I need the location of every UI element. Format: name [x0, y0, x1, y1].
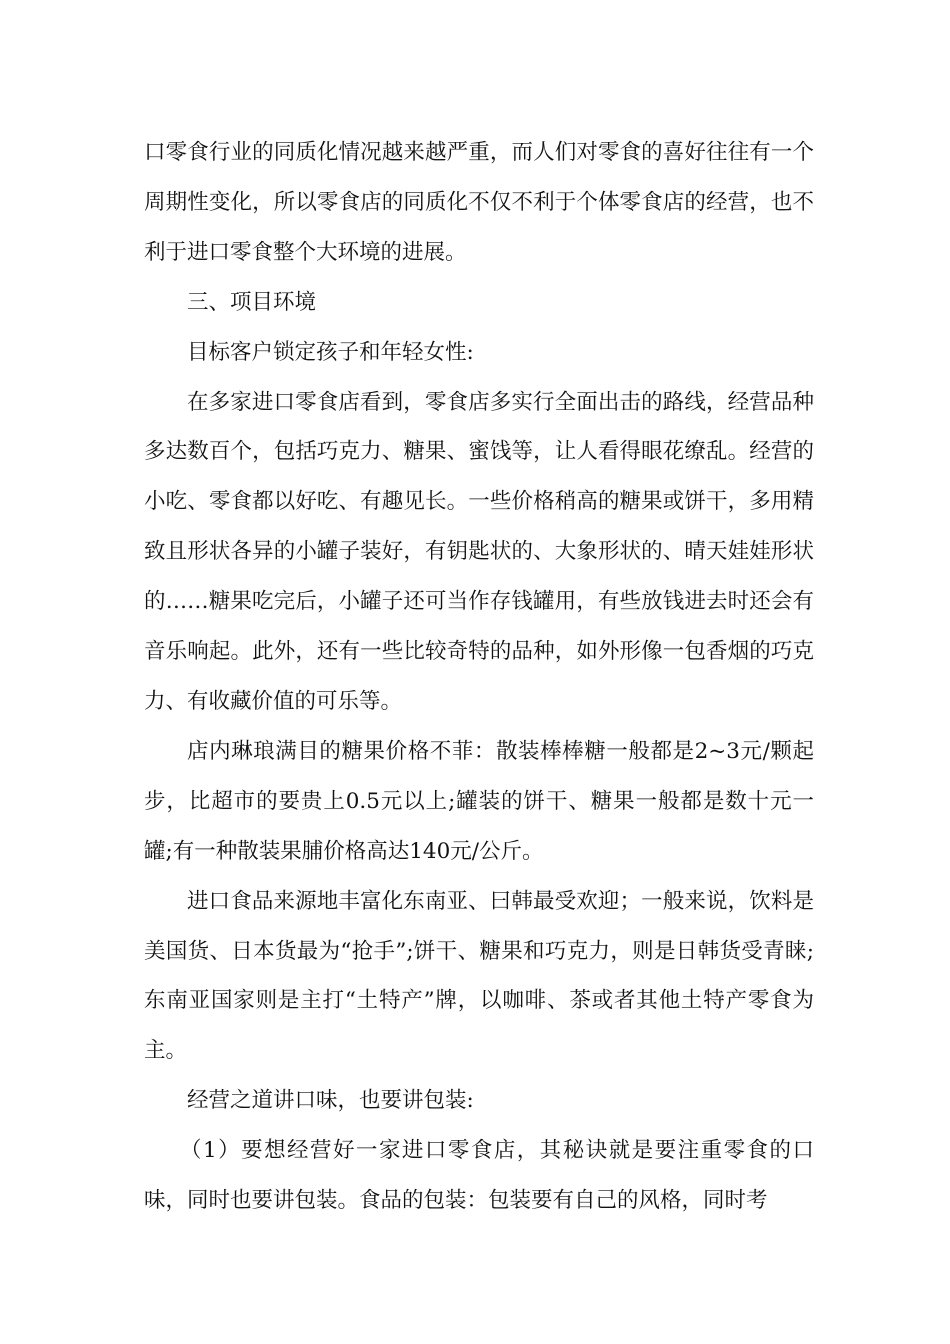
- paragraph-business-heading: 经营之道讲口味，也要讲包装:: [187, 1088, 474, 1114]
- section-heading: 三、项目环境: [187, 289, 317, 315]
- document-body: [144, 128, 814, 1226]
- paragraph-store-variety: 在多家进口零食店看到，零食店多实行全面出击的路线，经营品种多达数百个，包括巧克力、糖果、蜜饯等，让人看得眼花缭乱。经营的小吃、零食都以好吃、有趣见长。一些价格稍高的糖果或饼干，多用精致且形状各异的小罐子装好，有钥匙状的、大象形状的、晴天娃娃形状的……糖果吃完后，小罐子还可当作存钱罐用，有些放钱进去时还会有音乐响起。此外，还有一些比较奇特的品种，如外形像一包香烟的巧克力、有收藏价值的可乐等。: [144, 389, 814, 714]
- paragraph-continuation: 口零食行业的同质化情况越来越严重，而人们对零食的喜好往往有一个周期性变化，所以零食店的同质化不仅不利于个体零食店的经营，也不利于进口零食整个大环境的进展。: [144, 140, 814, 265]
- paragraph-prices: 店内琳琅满目的糖果价格不菲：散装棒棒糖一般都是2~3元/颗起步，比超市的要贵上0.5元以上;罐装的饼干、糖果一般都是数十元一罐;有一种散装果脯价格高达140元/公斤。: [144, 738, 814, 864]
- paragraph-taste-packaging: （1）要想经营好一家进口零食店，其秘诀就是要注重零食的口味，同时也要讲包装。食品的包装：包装要有自己的风格，同时考: [144, 1138, 814, 1214]
- paragraph-target-customers: 目标客户锁定孩子和年轻女性:: [187, 339, 474, 365]
- paragraph-origins: 进口食品来源地丰富化东南亚、曰韩最受欢迎；一般来说，饮料是美国货、日本货最为“抢手”;饼干、糖果和巧克力，则是日韩货受青睐;东南亚国家则是主打“土特产”牌，以咖啡、茶或者其他土特产零食为主。: [144, 888, 814, 1064]
